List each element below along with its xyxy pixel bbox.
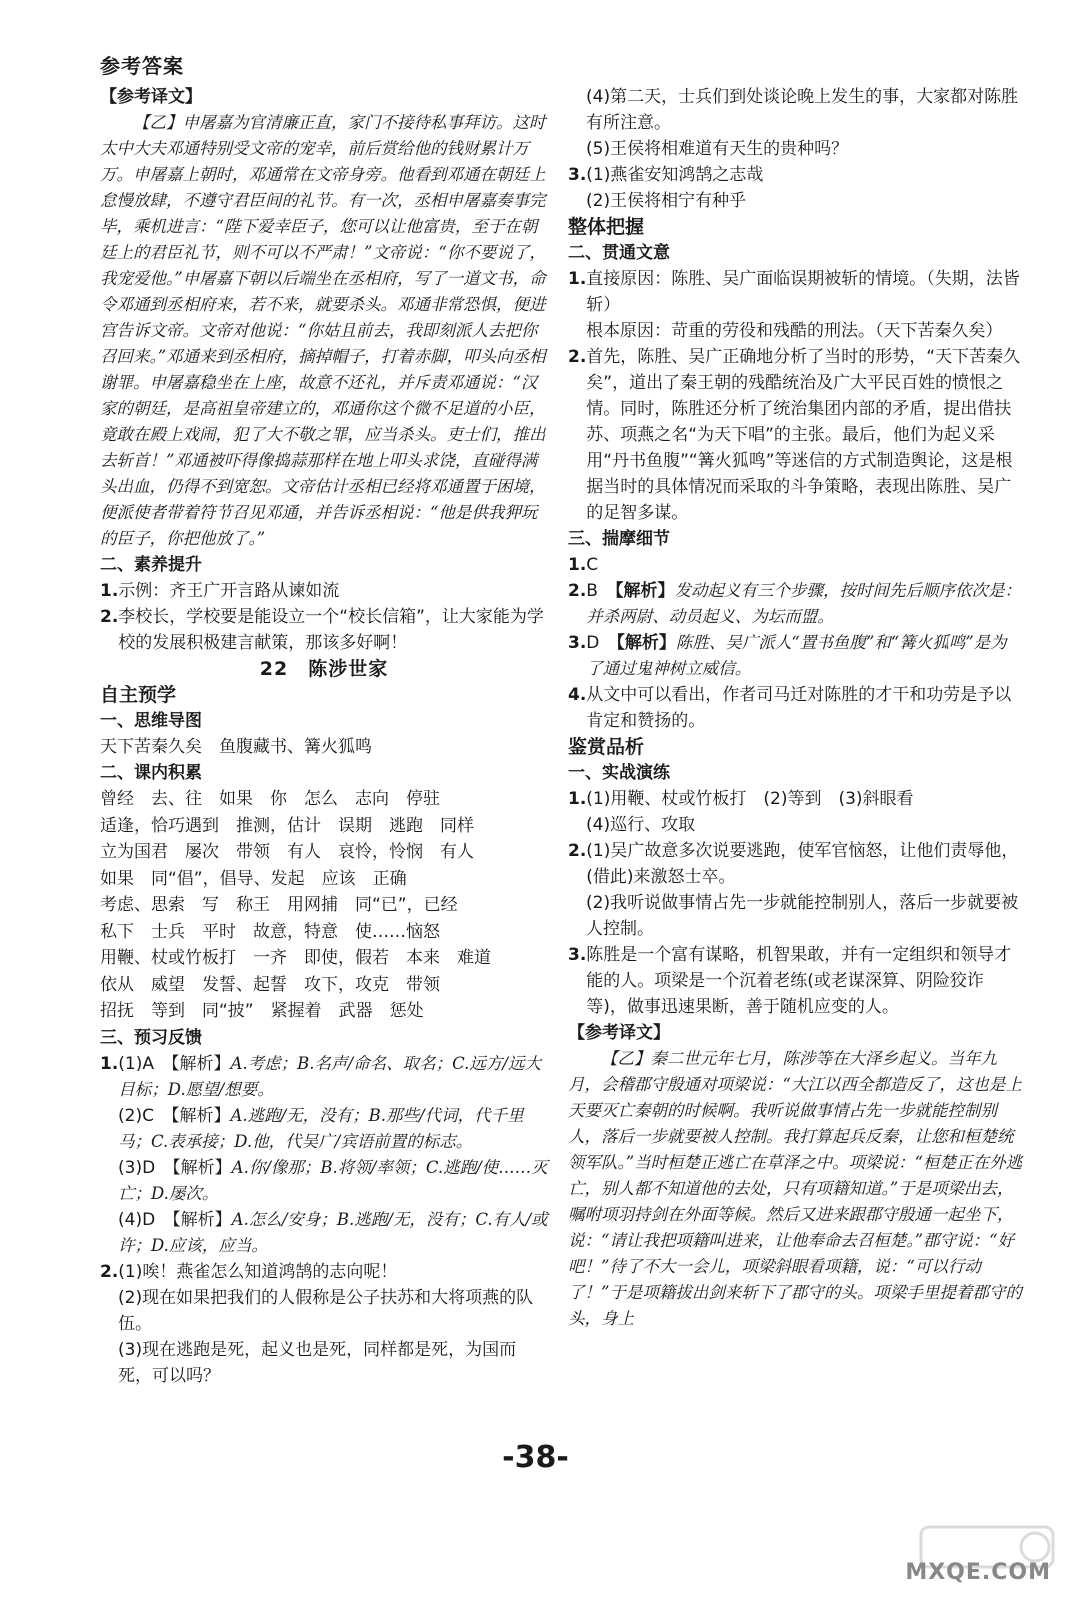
vocab-block [100, 786, 548, 1025]
list-item [100, 578, 548, 604]
answer-text: 陈胜是一个富有谋略，机智果敢，并有一定组织和领导才能的人。项梁是一个沉着老练(或老谋深算、阴险狡诈等)，做事迅速果断，善于随机应变的人。 [586, 945, 1012, 1017]
vocab-line: 依从 威望 发誓、起誓 攻下，攻克 带领 [100, 974, 440, 995]
question-item [568, 942, 1023, 1020]
section-heading: 自主预学 [100, 684, 177, 706]
list-item [100, 604, 548, 656]
answer-text: 直接原因：陈胜、吴广面临误期被斩的情境。（失期，法皆斩） [586, 269, 1020, 315]
page-title: 参考答案 [100, 54, 184, 78]
item-number: 1. [100, 1053, 119, 1074]
section-heading: 一、实战演练 [568, 763, 670, 783]
answer-text: (2)我听说做事情占先一步就能控制别人，落后一步就要被人控制。 [586, 893, 1019, 939]
question-item [568, 162, 1023, 188]
section-heading: 鉴赏品析 [568, 736, 645, 758]
vocab-line: 立为国君 屡次 带领 有人 哀怜，怜悯 有人 [100, 842, 474, 862]
answer-text: 从文中可以看出，作者司马迁对陈胜的才干和功劳是予以肯定和赞扬的。 [586, 685, 1012, 731]
item-number: 2. [100, 607, 119, 627]
question-item [568, 266, 1023, 318]
vocab-line: 招抚 等到 同“披” 紧握着 武器 惩处 [100, 1001, 424, 1021]
page-number: -38- [502, 1440, 569, 1475]
item-number: 1. [568, 555, 587, 575]
analysis-text: A.逃跑/无，没有；B.那些/代词，代千里马；C.表承接；D.他，代吴广/宾语前置的标志。 [118, 1105, 524, 1151]
question-item [100, 1051, 548, 1103]
question-item [100, 1259, 548, 1285]
item-text: 李校长，学校要是能设立一个“校长信箱”，让大家能为学校的发展积极建言献策，那该多好啊！ [118, 607, 544, 653]
question-part: (2)王侯将相宁有种乎 [586, 191, 747, 211]
question-part [118, 1051, 548, 1103]
item-number: 1. [568, 269, 587, 289]
section-heading: 整体把握 [568, 216, 645, 238]
question-item [568, 682, 1023, 734]
analysis-text: A.怎么/安身；B.逃跑/无，没有；C.有人/或许；D.应该，应当。 [118, 1209, 548, 1255]
answer-block [586, 578, 1023, 630]
item-number: 2. [568, 841, 587, 861]
answer-text: (4)巡行、攻取 [586, 815, 696, 835]
answer-block [586, 630, 1023, 682]
mind-map-text: 天下苦秦久矣 鱼腹藏书、篝火狐鸣 [100, 737, 372, 757]
analysis-text: 发动起义有三个步骤，按时间先后顺序依次是：并杀两尉、动员起义、为坛而盟。 [586, 581, 1021, 626]
analysis-text: A.考虑；B.名声/命名、取名；C.远方/远大目标；D.愿望/想要。 [118, 1053, 541, 1099]
analysis-text: 陈胜、吴广派人“置书鱼腹”和“篝火狐鸣”是为了通过鬼神树立威信。 [586, 633, 1007, 678]
left-column [100, 84, 548, 1389]
section-heading: 三、揣摩细节 [568, 529, 670, 549]
right-column [568, 84, 1023, 1332]
question-part [100, 1207, 548, 1259]
answer-lead: (1)A 【解析】 [118, 1053, 231, 1074]
vocab-line: 私下 士兵 平时 故意，特意 使……恼怒 [100, 921, 440, 942]
answer-lead: (2)C 【解析】 [118, 1105, 231, 1126]
section-heading: 二、素养提升 [100, 555, 202, 575]
translation-text: 【乙】申屠嘉为官清廉正直，家门不接待私事拜访。这时太中大夫邓通特别受文帝的宠幸，前后赏给他的钱财累计万万。申屠嘉上朝时，邓通常在文帝身旁。他看到邓通在朝廷上怠慢放肆，不遵守君臣间的礼节。有一次，丞相申屠嘉奏事完毕，乘机进言：“陛下爱幸臣子，您可以让他富贵，至于在朝廷上的君臣礼节，则不可以不严肃！”文帝说：“你不要说了，我宠爱他。”申屠嘉下朝以后端坐在丞相府，写了一道文书，命令邓通到丞相府来，若不来，就要杀头。邓通非常恐惧，便进宫告诉文帝。文帝对他说：“你姑且前去，我即刻派人去把你召回来。”邓通来到丞相府，摘掉帽子，打着赤脚，叩头向丞相谢罪。申屠嘉稳坐在上座，故意不还礼，并斥责邓通说：“汉家的朝廷，是高祖皇帝建立的，邓通你这个微不足道的小臣，竟敢在殿上戏闹，犯了大不敬之罪，应当杀头。吏士们，推出去斩首！”邓通被吓得像捣蒜那样在地上叩头求饶，直碰得满头出血，仍得不到宽恕。文帝估计丞相已经将邓通置于困境，便派使者带着符节召见邓通，并告诉丞相说：“他是供我狎玩的臣子，你把他放了。” [100, 113, 546, 548]
answer-text: (1)吴广故意多次说要逃跑，使军官恼怒，让他们责辱他，(借此)来激怒士卒。 [586, 841, 1019, 887]
item-number: 3. [568, 633, 587, 653]
watermark-text: MXQE.COM [905, 1560, 1051, 1585]
translation-text: 【乙】秦二世元年七月，陈涉等在大泽乡起义。当年九月，会稽郡守殷通对项梁说：“大江以西全都造反了，这也是上天要灭亡秦朝的时候啊。我听说做事情占先一步就能控制别人，落后一步就要被人控制。我打算起兵反秦，让您和桓楚统领军队。”当时桓楚正逃亡在草泽之中。项梁说：“桓楚正在外逃亡，别人都不知道他的去处，只有项籍知道。”于是项梁出去，嘱咐项羽持剑在外面等候。然后又进来跟郡守殷通一起坐下，说：“请让我把项籍叫进来，让他奉命去召桓楚。”郡守说：“好吧！”待了不大一会儿，项梁斜眼看项籍，说：“可以行动了！”于是项籍拔出剑来斩下了郡守的头。项梁手里提着郡守的头，身上 [568, 1049, 1023, 1328]
vocab-line: 考虑、思索 写 称王 用网捕 同“已”，已经 [100, 895, 458, 915]
item-number: 1. [100, 581, 119, 601]
question-part [100, 1155, 548, 1207]
question-part [100, 1103, 548, 1155]
answer-text: 根本原因：苛重的劳役和残酷的刑法。（天下苦秦久矣） [586, 321, 1003, 341]
vocab-line: 用鞭、杖或竹板打 一齐 即使，假若 本来 难道 [100, 948, 491, 968]
analysis-label: 【解析】 [614, 581, 675, 601]
item-number: 2. [568, 347, 587, 367]
section-heading: 二、课内积累 [100, 763, 202, 783]
answer-text: 首先，陈胜、吴广正确地分析了当时的形势，“天下苦秦久矣”，道出了秦王朝的残酷统治及广大平民百姓的愤恨之情。同时，陈胜还分析了统治集团内部的矛盾，提出借扶苏、项燕之名“为天下唱”的主张。最后，他们为起义采用“丹书鱼腹”“篝火狐鸣”等迷信的方式制造舆论，这是根据当时的具体情况而采取的斗争策略，表现出陈胜、吴广的足智多谋。 [586, 347, 1021, 523]
section-heading: 一、思维导图 [100, 711, 202, 731]
analysis-label: 【解析】 [616, 633, 676, 653]
question-item [568, 552, 1023, 578]
question-part: (2)现在如果把我们的人假称是公子扶苏和大将项燕的队伍。 [118, 1287, 534, 1334]
question-part: (3)现在逃跑是死，起义也是死，同样都是死，为国而死，可以吗？ [118, 1339, 517, 1386]
question-item [568, 630, 1023, 682]
section-heading: 三、预习反馈 [100, 1027, 202, 1048]
answer-lead: (4)D 【解析】 [118, 1209, 232, 1230]
question-item [568, 786, 1023, 812]
vocab-line: 适逢，恰巧遇到 推测，估计 误期 逃跑 同样 [100, 815, 474, 836]
vocab-line: 曾经 去、往 如果 你 怎么 志向 停驻 [100, 789, 440, 809]
item-number: 4. [568, 685, 587, 705]
item-number: 2. [100, 1261, 119, 1282]
item-number: 3. [568, 945, 587, 965]
question-part: (4)第二天，士兵们到处谈论晚上发生的事，大家都对陈胜有所注意。 [586, 87, 1019, 133]
question-item [568, 578, 1023, 630]
answer-lead: (3)D 【解析】 [118, 1157, 232, 1178]
answer-choice: D [586, 633, 600, 653]
item-number: 2. [568, 581, 587, 601]
question-part: (5)王侯将相难道有天生的贵种吗？ [586, 139, 849, 159]
answer-choice: C [586, 555, 599, 575]
item-number: 3. [568, 165, 587, 185]
section-heading: 二、贯通文意 [568, 243, 670, 263]
item-text: 示例：齐王广开言路从谏如流 [118, 581, 340, 601]
analysis-text: A.你/像那；B.将领/率领；C.逃跑/使……灭亡；D.屡次。 [118, 1157, 548, 1203]
answer-choice: B [586, 581, 598, 601]
item-number: 1. [568, 789, 587, 809]
question-part: (1)燕雀安知鸿鹄之志哉 [586, 165, 764, 185]
lesson-title: 22 陈涉世家 [259, 658, 389, 680]
answer-text: (1)用鞭、杖或竹板打 (2)等到 (3)斜眼看 [586, 789, 914, 809]
question-item [568, 344, 1023, 526]
question-item [568, 838, 1023, 890]
translation-label: 【参考译文】 [100, 87, 202, 107]
vocab-line: 如果 同“倡”，倡导、发起 应该 正确 [100, 868, 407, 889]
translation-label: 【参考译文】 [568, 1023, 670, 1043]
question-part: (1)唉！燕雀怎么知道鸿鹄的志向呢！ [118, 1261, 398, 1282]
